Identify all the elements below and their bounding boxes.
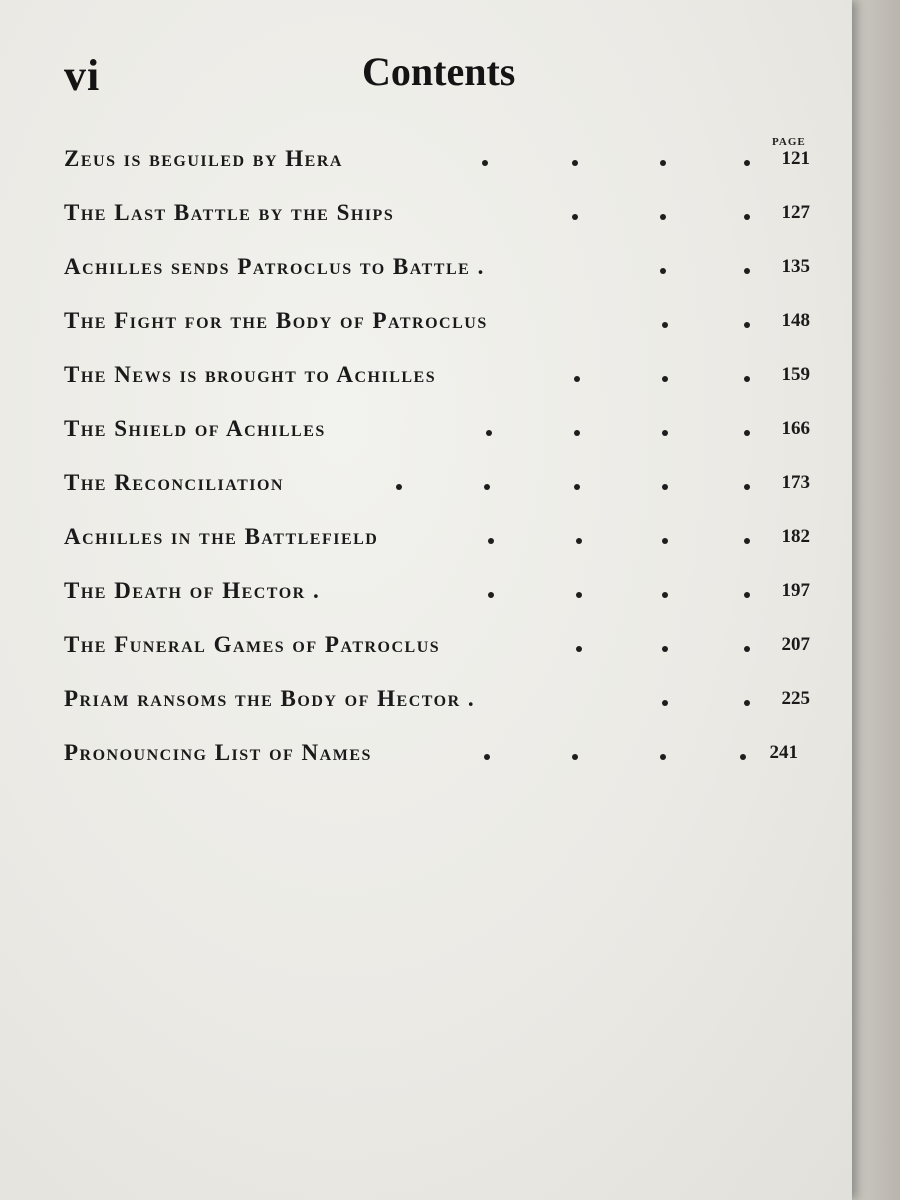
leader-dot [744, 376, 750, 382]
leader-dot [662, 700, 668, 706]
leader-dot [574, 430, 580, 436]
leader-dot [740, 754, 746, 760]
toc-entry[interactable] [64, 686, 810, 722]
leader-dot [744, 430, 750, 436]
toc-entry[interactable] [64, 470, 810, 506]
toc-entry-page: 135 [781, 256, 810, 277]
toc-entry-title: The Shield of Achilles [64, 416, 326, 441]
toc-entry-page: 121 [781, 148, 810, 169]
toc-entry-page: 197 [781, 580, 810, 601]
toc-entry[interactable] [64, 416, 810, 452]
leader-dot [662, 322, 668, 328]
leader-dot [662, 484, 668, 490]
leader-dot [744, 322, 750, 328]
leader-dot [572, 754, 578, 760]
toc-entry[interactable] [64, 632, 810, 668]
toc-entry-page: 225 [781, 688, 810, 709]
toc-entry-title: The Death of Hector . [64, 578, 321, 603]
toc-entry-page: 182 [781, 526, 810, 547]
toc-entry[interactable] [64, 740, 810, 776]
toc-entry-page: 241 [769, 742, 798, 763]
leader-dot [484, 484, 490, 490]
toc-entry-page: 173 [781, 472, 810, 493]
leader-dot [484, 754, 490, 760]
toc-entry-title: The Fight for the Body of Patroclus [64, 308, 488, 333]
leader-dot [744, 214, 750, 220]
toc-entry-title: Zeus is beguiled by Hera [64, 146, 343, 171]
page-number: vi [64, 51, 101, 100]
leader-dot [662, 376, 668, 382]
toc-entry[interactable] [64, 200, 810, 236]
leader-dot [660, 268, 666, 274]
toc-entry[interactable] [64, 362, 810, 398]
toc-entry[interactable] [64, 524, 810, 560]
toc-entry-title: Achilles sends Patroclus to Battle . [64, 254, 485, 279]
toc-entry-title: Pronouncing List of Names [64, 740, 372, 765]
toc-entry-page: 127 [781, 202, 810, 223]
leader-dot [576, 592, 582, 598]
toc-entry-page: 159 [781, 364, 810, 385]
leader-dot [576, 538, 582, 544]
toc-entry[interactable] [64, 254, 810, 290]
leader-dot [488, 538, 494, 544]
leader-dot [744, 538, 750, 544]
toc-entry[interactable] [64, 146, 810, 182]
leader-dot [662, 430, 668, 436]
toc-entry-title: The News is brought to Achilles [64, 362, 437, 387]
toc-entry-title: Priam ransoms the Body of Hector . [64, 686, 476, 711]
toc-entry-title: The Last Battle by the Ships [64, 200, 395, 225]
toc-entry-title: The Funeral Games of Patroclus [64, 632, 441, 657]
toc-entry-page: 166 [781, 418, 810, 439]
leader-dot [482, 160, 488, 166]
leader-dot [660, 214, 666, 220]
leader-dot [662, 646, 668, 652]
leader-dot [662, 592, 668, 598]
leader-dot [572, 160, 578, 166]
toc-entry[interactable] [64, 308, 810, 344]
leader-dot [744, 700, 750, 706]
leader-dot [744, 646, 750, 652]
leader-dot [396, 484, 402, 490]
page-title: Contents [362, 49, 516, 94]
leader-dot [744, 484, 750, 490]
leader-dot [574, 376, 580, 382]
leader-dot [744, 592, 750, 598]
leader-dot [744, 268, 750, 274]
toc-entry-page: 148 [781, 310, 810, 331]
toc-entry-title: Achilles in the Battlefield [64, 524, 379, 549]
leader-dot [662, 538, 668, 544]
toc-entry-title: The Reconciliation [64, 470, 284, 495]
leader-dot [660, 160, 666, 166]
leader-dot [660, 754, 666, 760]
leader-dot [576, 646, 582, 652]
leader-dot [574, 484, 580, 490]
leader-dot [572, 214, 578, 220]
toc-entry-page: 207 [781, 634, 810, 655]
page-column-label: PAGE [772, 136, 806, 148]
toc-entry[interactable] [64, 578, 810, 614]
leader-dot [486, 430, 492, 436]
leader-dot [488, 592, 494, 598]
leader-dot [744, 160, 750, 166]
